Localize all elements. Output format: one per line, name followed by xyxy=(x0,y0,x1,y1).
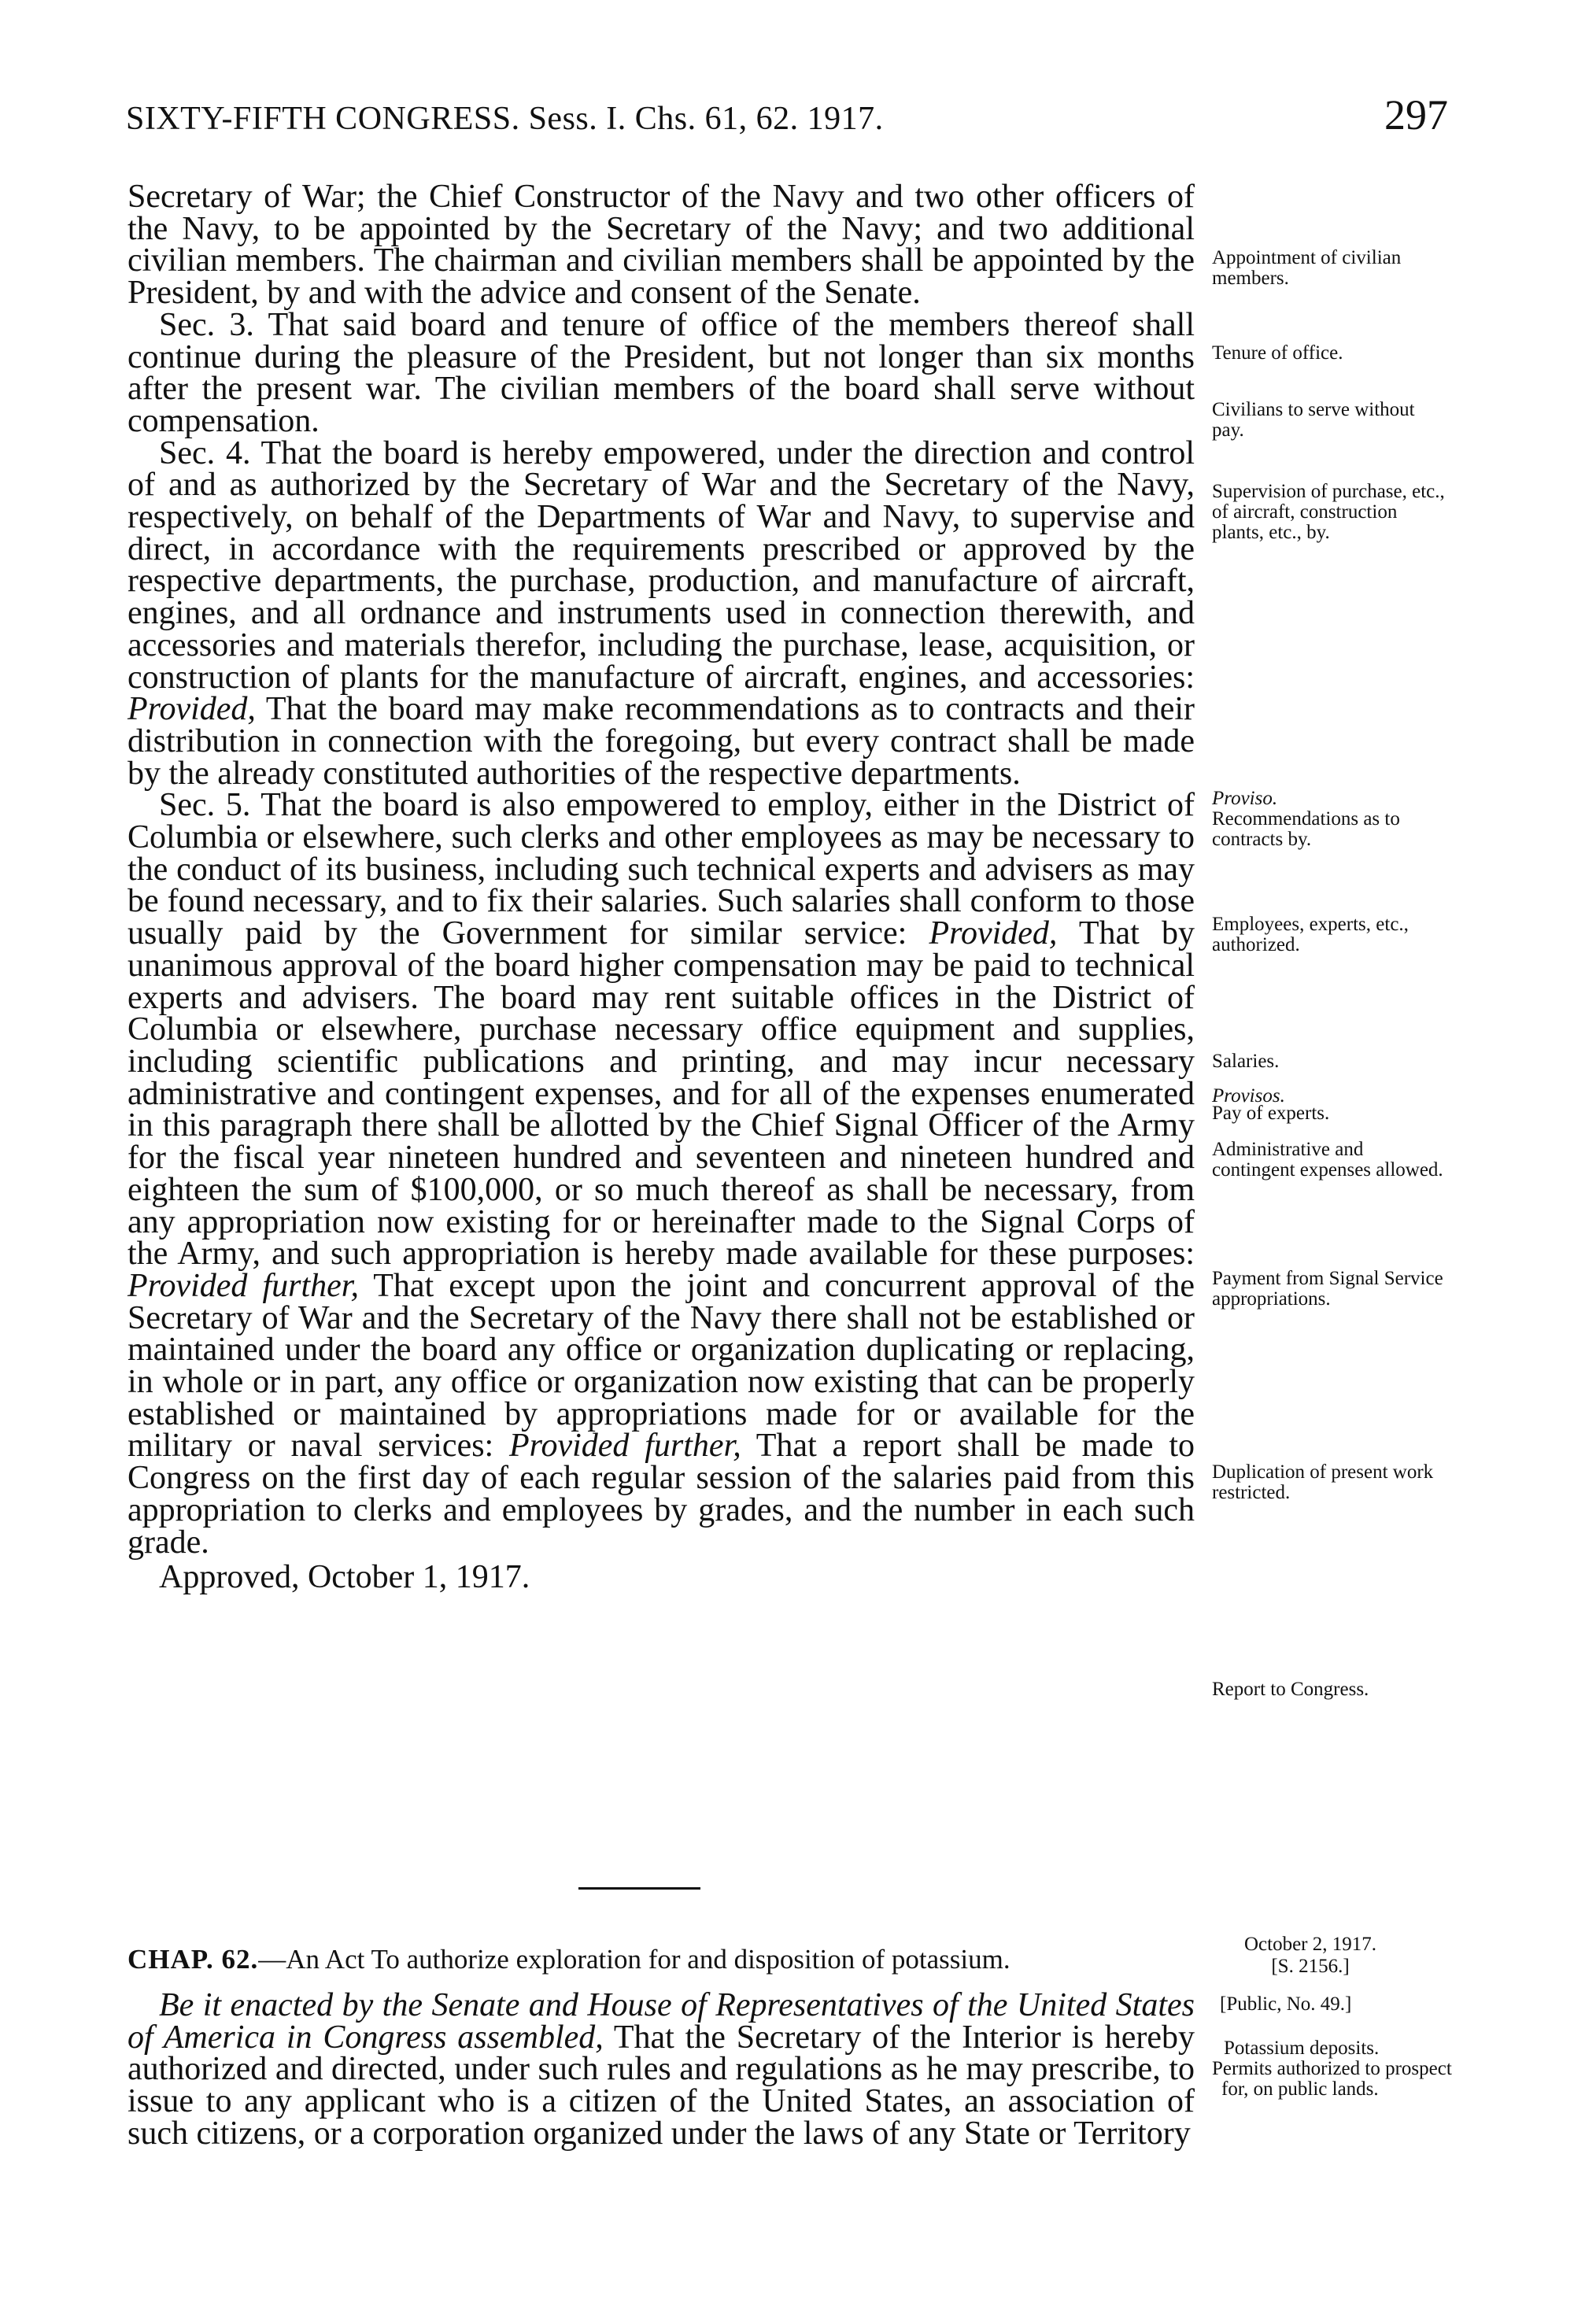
paragraph-sec-5 xyxy=(127,787,1195,1561)
margin-note-proviso: Proviso. xyxy=(1212,788,1278,809)
margin-note-pay-experts: Pay of experts. xyxy=(1212,1103,1330,1124)
margin-note-date: October 2, 1917. xyxy=(1243,1934,1377,1955)
margin-note-report: Report to Congress. xyxy=(1212,1679,1369,1700)
margin-note-duplication: Duplication of present work restricted. xyxy=(1212,1461,1434,1503)
page-number: 297 xyxy=(1384,91,1448,139)
running-head xyxy=(126,91,1448,153)
sec-5-text-b: That by unanimous approval of the board higher compensation may be paid to technical experts and advisers. The board may rent suitable offices in the District of Columbia or elsewhere, purchase necessary office equipment and supplies, including scientific publications and printing, and may incur necessary administrative and contingent expenses, and for all of the expenses enumerated in this paragraph there shall be allotted by the Chief Signal Officer of the Army for the fiscal year nineteen hundred and seventeen and nineteen hundred and eighteen the sum of $100,000, or so much thereof as shall be necessary, from any appropriation now existing for or hereinafter made to the Signal Corps of the Army, and such appropriation is hereby made available for these purposes: xyxy=(127,915,1195,1273)
sec-4-text-b: That the board may make recommendations as to contracts and their distribution in connection with the foregoing, but every contract shall be made by the already constituted authorities of the respective departments. xyxy=(127,691,1195,792)
chapter-heading xyxy=(127,1944,1195,1975)
section-divider xyxy=(578,1887,700,1890)
approval-date: Approved, October 1, 1917. xyxy=(159,1559,530,1596)
sec-5-provided-1: Provided, xyxy=(929,915,1058,952)
sec-5-text-a: Sec. 5. That the board is also empowered to employ, either in the District of Columbia or elsewhere, such clerks and other employees as may be necessary to the conduct of its business, including such technical experts and advisers as may be found necessary, and to fix their salaries. Such salaries shall conform to those usually paid by the Government for similar service: xyxy=(127,787,1195,952)
margin-note-tenure: Tenure of office. xyxy=(1212,342,1343,364)
sec-5-provided-2: Provided further, xyxy=(127,1267,359,1304)
margin-note-employees: Employees, experts, etc., authorized. xyxy=(1212,914,1409,955)
margin-note-administrative: Administrative and contingent expenses allowed. xyxy=(1212,1139,1443,1180)
sec-5-provided-3: Provided further, xyxy=(509,1428,741,1465)
main-text xyxy=(127,181,1195,1594)
margin-note-bill: [S. 2156.] xyxy=(1271,1956,1350,1977)
paragraph-sec-2-continued: Secretary of War; the Chief Constructor of the Navy and two other officers of the Navy, to be appointed by the Secretary of the Navy; and two additional civilian members. The chairman and civilian members shall be appointed by the President, by and with the advice and consent of the Senate. xyxy=(127,179,1195,312)
margin-note-potassium: Potassium deposits. xyxy=(1224,2038,1380,2059)
paragraph-sec-4 xyxy=(127,434,1195,792)
margin-note-permits: Permits authorized to prospect for, on public lands. xyxy=(1212,2058,1452,2100)
paragraph-sec-3: Sec. 3. That said board and tenure of office of the members thereof shall continue during the pleasure of the President, but not longer than six months after the present war. The civilian members of the board shall serve without compensation. xyxy=(127,306,1195,439)
sec-4-text-a: Sec. 4. That the board is hereby empowered, under the direction and control of and as authorized by the Secretary of War and the Secretary of the Navy, respectively, on behalf of the Departments of War and Navy, to supervise and direct, in accordance with the requirements prescribed or approved by the respective departments, the purchase, production, and manufacture of aircraft, engines, and all ordnance and instruments used in connection therewith, and accessories and materials therefor, including the purchase, lease, acquisition, or construction of plants for the manufacture of aircraft, engines, and accessories: xyxy=(127,434,1195,696)
margin-note-salaries: Salaries. xyxy=(1212,1051,1280,1072)
enacting-clause: Be it enacted by the Senate and House of Representatives of the United States of America in Congress assembled, xyxy=(127,1987,1195,2056)
running-head-title: SIXTY-FIFTH CONGRESS. Sess. I. Chs. 61, 62. 1917. xyxy=(126,101,884,137)
margin-note-provisos: Provisos. xyxy=(1212,1085,1285,1107)
chapter-title: —An Act To authorize exploration for and disposition of potassium. xyxy=(258,1944,1010,1975)
margin-note-payment: Payment from Signal Service appropriations. xyxy=(1212,1268,1443,1310)
sec-4-provided: Provided, xyxy=(127,691,256,728)
margin-note-public-law: [Public, No. 49.] xyxy=(1220,1993,1352,2015)
chapter-number: CHAP. 62. xyxy=(127,1944,259,1975)
enactment-paragraph xyxy=(127,1987,1195,2152)
margin-note-appointment: Appointment of civilian members. xyxy=(1212,247,1402,289)
margin-note-civilians: Civilians to serve without pay. xyxy=(1212,399,1415,441)
sec-5-text-d: That a report shall be made to Congress on the first day of each regular session of the salaries paid from this appropriation to clerks and employees by grades, and the number in each such grade. xyxy=(127,1428,1195,1561)
sec-5-text-c: That except upon the joint and concurrent approval of the Secretary of War and the Secretary of the Navy there shall not be established or maintained under the board any office or organization duplicating or replacing, in whole or in part, any office or organization now existing that can be properly established or maintained by appropriations made for or available for the military or naval services: xyxy=(127,1267,1195,1465)
act-text xyxy=(127,1987,1195,2152)
margin-note-recommendations: Recommendations as to contracts by. xyxy=(1212,808,1400,850)
margin-note-supervision: Supervision of purchase, etc., of aircraft, construction plants, etc., by. xyxy=(1212,481,1445,543)
act-body-text: That the Secretary of the Interior is hereby authorized and directed, under such rules and regulations as he may prescribe, to issue to any applicant who is a citizen of the United States, an association of such citizens, or a corporation organized under the laws of any State or Territory xyxy=(127,2019,1195,2152)
